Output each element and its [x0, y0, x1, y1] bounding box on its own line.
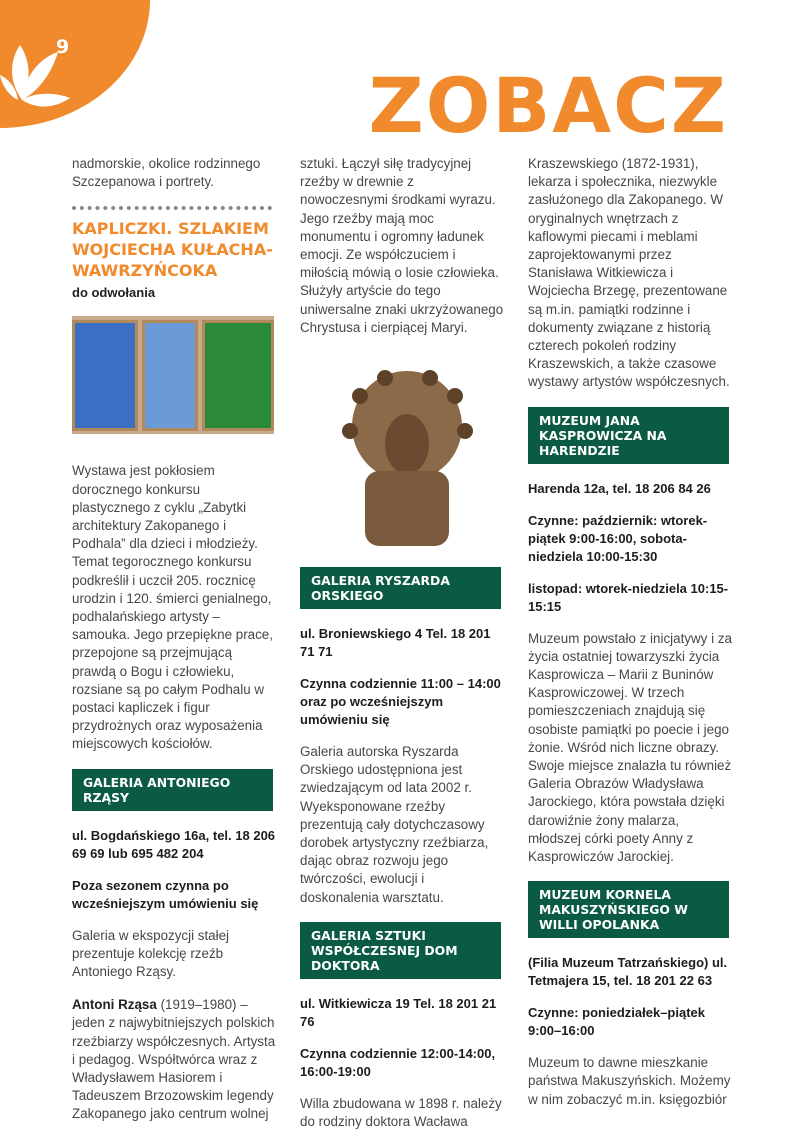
kapliczki-date: do odwołania — [72, 285, 156, 301]
dom-doktora-address: ul. Witkiewicza 19 Tel. 18 201 21 76 — [300, 995, 497, 1029]
painting-crucifix-1 — [72, 320, 138, 431]
orski-text: Galeria autorska Ryszarda Orskiego udostępniona jest zwiedzającym od lata 2002 r. Wyeksponowane rzeźby prezentują cały dotychczasowy dorobek artystyczny rzeźbiarza, dając obraz rozwoju jego twórczości, ewolucji i doskonalenia warsztatu. — [300, 744, 489, 905]
orski-hours: Czynna codziennie 11:00 – 14:00 oraz po wcześniejszym umówieniu się — [300, 676, 501, 728]
orski-gallery-heading: GALERIA RYSZARDA ORSKIEGO — [300, 567, 501, 609]
dom-doktora-heading: GALERIA SZTUKI WSPÓŁCZESNEJ DOM DOKTORA — [300, 922, 501, 979]
rzasa-hours: Poza sezonem czynna po wcześniejszym umówieniu się — [72, 877, 259, 911]
dotted-divider — [72, 206, 272, 210]
makuszynski-museum-heading: MUZEUM KORNELA MAKUSZYŃSKIEGO W WILLI OPOLANKA — [528, 881, 729, 938]
sculpture-photo — [330, 366, 484, 546]
corner-decoration — [0, 0, 150, 128]
makuszynski-address: (Filia Muzeum Tatrzańskiego) ul. Tetmajera 15, tel. 18 201 22 63 — [528, 955, 728, 989]
painting-chapel — [142, 320, 198, 431]
orski-address: ul. Broniewskiego 4 Tel. 18 201 71 71 — [300, 626, 491, 660]
kasprowicz-hours-october: Czynne: październik: wtorek-piątek 9:00-16:00, sobota-niedziela 10:00-15:30 — [528, 512, 708, 564]
kapliczki-title: KAPLICZKI. SZLAKIEM WOJCIECHA KUŁACHA-WAWRZYŃCOKA — [72, 219, 273, 281]
column-1 — [72, 155, 277, 1139]
kapliczki-text: Wystawa jest pokłosiem dorocznego konkursu plastycznego z cyklu „Zabytki architektury Zakopanego i Podhala” dla dzieci i młodzieży. Temat tegorocznego konkursu podkreślił i uczcił 205. rocznicę urodzin i 120. śmierci genialnego, podhalańskiego artysty – samouka. Jego przepiękne prace, przepojone są przejmującą prawdą o Bogu i człowieku, rozsiane są po całym Podhalu w postaci kapliczek i figur przydrożnych oraz wyposażenia miejscowych kościołów. — [72, 463, 273, 752]
painting-crucifix-2 — [202, 320, 274, 431]
makuszynski-hours: Czynne: poniedziałek–piątek 9:00–16:00 — [528, 1005, 705, 1039]
col2-intro: sztuki. Łączył siłę tradycyjnej rzeźby w drewnie z nowoczesnymi środkami wyrazu. Jego rzeźby mają moc monumentu i ogromny ładunek emocji. Ze współczuciem i miłością mówią o losie człowieka. Służyły artyście do tego uniwersalne znaki ukrzyżowanego Chrystusa i cierpiącej Maryi. — [300, 156, 504, 335]
rzasa-bio-name: Antoni Rząsa — [72, 997, 157, 1013]
rzasa-bio — [72, 996, 277, 1123]
exhibition-photo — [72, 316, 274, 434]
page-number: 9 — [56, 36, 70, 58]
rzasa-bio-text: (1919–1980) – jeden z najwybitniejszych polskich rzeźbiarzy współczesnych. Artysta i pedagog. Współtwórca wraz z Władysławem Hasiorem i Tadeuszem Brzozowskim legendy Zakopanego jako centrum wolnej — [72, 997, 276, 1122]
column-2 — [300, 155, 505, 1146]
rzasa-address: ul. Bogdańskiego 16a, tel. 18 206 69 69 lub 695 482 204 — [72, 827, 276, 861]
kasprowicz-hours-november: listopad: wtorek-niedziela 10:15-15:15 — [528, 580, 729, 614]
col3-intro: Kraszewskiego (1872-1931), lekarza i społecznika, niezwykle zasłużonego dla Zakopanego. W oryginalnych wnętrzach z kaflowymi piecami i meblami zaprojektowanymi przez Stanisława Witkiewicza i Wojciecha Brzegę, prezentowane są m.in. pamiątki rodzinne i dokumenty związane z historią czterech pokoleń rodziny Kraszewskich, a także czasowe wystawy artystów współczesnych. — [528, 156, 730, 390]
rzasa-gallery-heading: GALERIA ANTONIEGO RZĄSY — [72, 769, 273, 811]
dom-doktora-hours: Czynna codziennie 12:00-14:00, 16:00-19:00 — [300, 1045, 496, 1079]
page-title: ZOBACZ — [368, 61, 728, 150]
kasprowicz-text: Muzeum powstało z inicjatywy i za życia ostatniej towarzyszki życia Kasprowicza – Marii z Buninów Kasprowiczowej. W trzech pomieszczeniach znajdują się osobiste pamiątki po poecie i jego żonie. Wśród nich liczne obrazy. Swoje miejsce znalazła tu również Galeria Obrazów Władysława Jarockiego, która powstała dzięki darowiźnie żony malarza, młodszej córki poety Anny z Kasprowiczów Jarockiej. — [528, 630, 732, 865]
kasprowicz-address: Harenda 12a, tel. 18 206 84 26 — [528, 480, 711, 496]
rzasa-text: Galeria w ekspozycji stałej prezentuje kolekcję rzeźb Antoniego Rząsy. — [72, 927, 230, 980]
dom-doktora-text: Willa zbudowana w 1898 r. należy do rodziny doktora Wacława — [300, 1095, 502, 1130]
makuszynski-text: Muzeum to dawne mieszkanie państwa Makuszyńskich. Możemy w nim zobaczyć m.in. księgozbiór — [528, 1055, 731, 1107]
column-3 — [528, 155, 733, 1124]
col1-intro: nadmorskie, okolice rodzinnego Szczepanowa i portrety. — [72, 156, 261, 190]
kasprowicz-museum-heading: MUZEUM JANA KASPROWICZA NA HARENDZIE — [528, 407, 729, 464]
